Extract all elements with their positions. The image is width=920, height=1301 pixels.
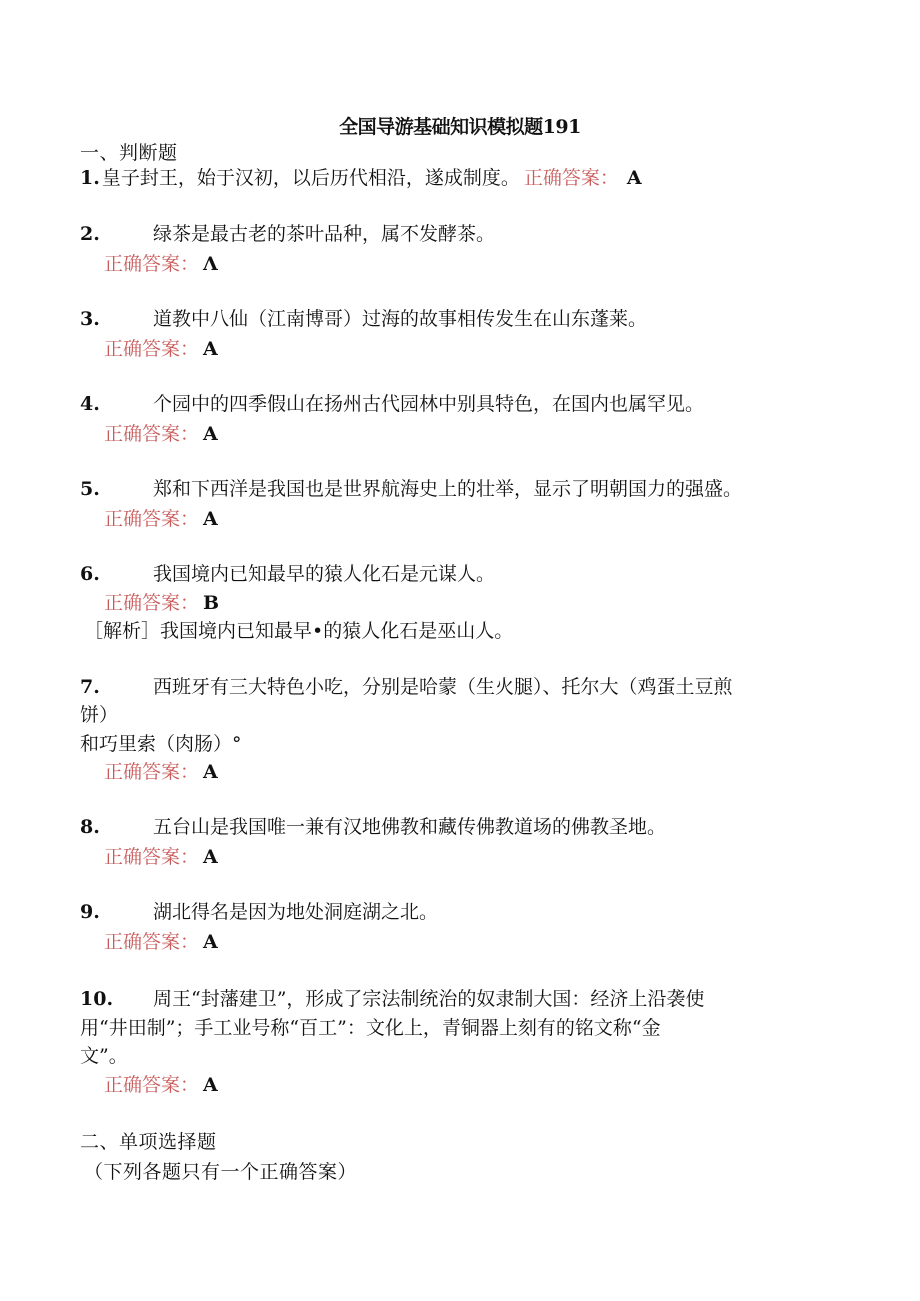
- answer-label: 正确答案：: [104, 338, 200, 360]
- section-heading-true-false: 一、判断题: [80, 142, 178, 164]
- answer-line-9: [104, 928, 218, 956]
- answer-label: 正确答案：: [104, 931, 200, 953]
- question-10: [80, 985, 840, 1013]
- question-number: 6.: [80, 563, 100, 585]
- question-text: 皇子封王，始于汉初，以后历代相沿，遂成制度。: [101, 167, 520, 189]
- question-2: [80, 220, 840, 248]
- answer-value: A: [203, 338, 218, 360]
- answer-line-2: [104, 250, 218, 278]
- answer-value: A: [203, 1074, 218, 1096]
- question-number: 2.: [80, 223, 100, 245]
- answer-label: 正确答案：: [104, 1074, 200, 1096]
- answer-value: Λ: [203, 253, 218, 275]
- question-text: 郑和下西洋是我国也是世界航海史上的壮举，显示了明朝国力的强盛。: [153, 478, 743, 500]
- question-7-line-2: 饼）: [80, 704, 119, 726]
- question-9: [80, 898, 840, 926]
- question-6: [80, 560, 840, 588]
- question-text: 个园中的四季假山在扬州古代园林中别具特色，在国内也属罕见。: [153, 393, 705, 415]
- answer-line-8: [104, 843, 218, 871]
- answer-line-10: [104, 1071, 218, 1099]
- question-text: 绿茶是最古老的茶叶品种，属不发酵茶。: [153, 223, 496, 245]
- question-10-line-2: 用“井田制”；手工业号称“百工”：文化上，青铜器上刻有的铭文称“金: [80, 1017, 661, 1039]
- answer-label: 正确答案：: [104, 508, 200, 530]
- question-number: 5.: [80, 478, 100, 500]
- question-number: 10.: [80, 988, 114, 1010]
- answer-label: 正确答案：: [104, 253, 200, 275]
- answer-value: A: [626, 167, 642, 189]
- question-7: [80, 673, 840, 701]
- question-5: [80, 475, 840, 503]
- explanation-6: ［解析］我国境内已知最早•的猿人化石是巫山人。: [84, 620, 514, 642]
- answer-label: 正确答案：: [523, 167, 619, 189]
- answer-label: 正确答案：: [104, 761, 200, 783]
- section-subheading: （下列各题只有一个正确答案）: [84, 1161, 358, 1183]
- answer-value: A: [203, 931, 218, 953]
- question-3: [80, 305, 840, 333]
- answer-line-3: [104, 335, 218, 363]
- question-text: 湖北得名是因为地处洞庭湖之北。: [153, 901, 439, 923]
- question-text: 西班牙有三大特色小吃，分别是哈蒙（生火腿）、托尔大（鸡蛋土豆煎: [153, 676, 733, 698]
- question-number: 4.: [80, 393, 100, 415]
- answer-label: 正确答案：: [104, 592, 200, 614]
- answer-line-7: [104, 758, 218, 786]
- question-number: 3.: [80, 308, 100, 330]
- question-4: [80, 390, 840, 418]
- answer-value: A: [203, 423, 218, 445]
- question-8: [80, 813, 840, 841]
- question-number: 7.: [80, 676, 100, 698]
- answer-value: A: [203, 761, 218, 783]
- question-text: 五台山是我国唯一兼有汉地佛教和藏传佛教道场的佛教圣地。: [153, 816, 667, 838]
- document-title: 全国导游基础知识模拟题191: [339, 116, 581, 138]
- answer-label: 正确答案：: [104, 846, 200, 868]
- question-text: 周王“封藩建卫”，形成了宗法制统治的奴隶制大国：经济上沿袭使: [153, 988, 705, 1010]
- answer-line-6: [104, 589, 219, 617]
- answer-value: B: [203, 592, 220, 614]
- answer-line-4: [104, 420, 218, 448]
- answer-label: 正确答案：: [104, 423, 200, 445]
- question-text: 道教中八仙（江南博哥）过海的故事相传发生在山东蓬莱。: [153, 308, 648, 330]
- answer-value: A: [203, 846, 218, 868]
- question-10-line-3: 文”。: [80, 1045, 128, 1067]
- question-number: 9.: [80, 901, 100, 923]
- answer-line-5: [104, 505, 218, 533]
- answer-value: A: [203, 508, 218, 530]
- question-1: [80, 164, 840, 192]
- question-7-line-3: 和巧里索（肉肠）°: [80, 733, 242, 755]
- question-text: 我国境内已知最早的猿人化石是元谋人。: [153, 563, 496, 585]
- question-number: 1.: [80, 167, 100, 189]
- question-number: 8.: [80, 816, 100, 838]
- section-heading-single-choice: 二、单项选择题: [80, 1131, 217, 1153]
